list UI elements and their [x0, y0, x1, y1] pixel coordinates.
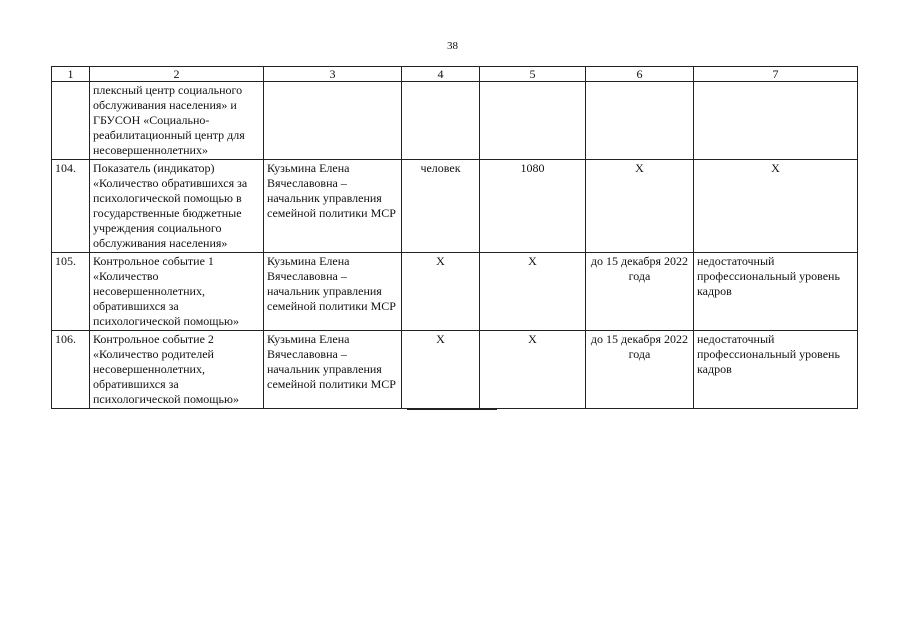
- column-header: 5: [480, 67, 586, 82]
- row-responsible: Кузьмина Елена Вячеславовна – начальник управления семейной политики МСР: [264, 253, 402, 331]
- row-name: Контрольное событие 1 «Количество несовершеннолетних, обратившихся за психологической помощью»: [90, 253, 264, 331]
- row-responsible: Кузьмина Елена Вячеславовна – начальник управления семейной политики МСР: [264, 331, 402, 409]
- row-deadline: Х: [586, 160, 694, 253]
- separator-line: [407, 409, 497, 410]
- row-risk: недостаточный профессиональный уровень кадров: [694, 253, 858, 331]
- row-number: 104.: [52, 160, 90, 253]
- column-header: 4: [402, 67, 480, 82]
- row-unit: Х: [402, 331, 480, 409]
- row-deadline: до 15 декабря 2022 года: [586, 253, 694, 331]
- row-name: плексный центр социального обслуживания населения» и ГБУСОН «Социально-реабилитационный центр для несовершеннолетних»: [90, 82, 264, 160]
- row-value: 1080: [480, 160, 586, 253]
- row-risk: недостаточный профессиональный уровень кадров: [694, 331, 858, 409]
- row-value: Х: [480, 331, 586, 409]
- row-value: Х: [480, 253, 586, 331]
- row-unit: человек: [402, 160, 480, 253]
- table-row: [52, 331, 858, 409]
- table-row: [52, 253, 858, 331]
- column-header: 1: [52, 67, 90, 82]
- row-responsible: Кузьмина Елена Вячеславовна – начальник управления семейной политики МСР: [264, 160, 402, 253]
- row-value: [480, 82, 586, 160]
- row-unit: Х: [402, 253, 480, 331]
- page-number: 38: [447, 40, 458, 52]
- row-unit: [402, 82, 480, 160]
- column-header: 7: [694, 67, 858, 82]
- row-risk: Х: [694, 160, 858, 253]
- column-header: 2: [90, 67, 264, 82]
- row-responsible: [264, 82, 402, 160]
- column-header: 6: [586, 67, 694, 82]
- row-deadline: до 15 декабря 2022 года: [586, 331, 694, 409]
- table-row: [52, 160, 858, 253]
- header-row: [52, 67, 858, 82]
- row-number: [52, 82, 90, 160]
- row-name: Контрольное событие 2 «Количество родителей несовершеннолетних, обратившихся за психологической помощью»: [90, 331, 264, 409]
- table-row: [52, 82, 858, 160]
- row-deadline: [586, 82, 694, 160]
- document-table: [51, 66, 858, 409]
- row-risk: [694, 82, 858, 160]
- row-number: 106.: [52, 331, 90, 409]
- column-header: 3: [264, 67, 402, 82]
- row-name: Показатель (индикатор) «Количество обратившихся за психологической помощью в государственные бюджетные учреждения социального обслуживания населения»: [90, 160, 264, 253]
- row-number: 105.: [52, 253, 90, 331]
